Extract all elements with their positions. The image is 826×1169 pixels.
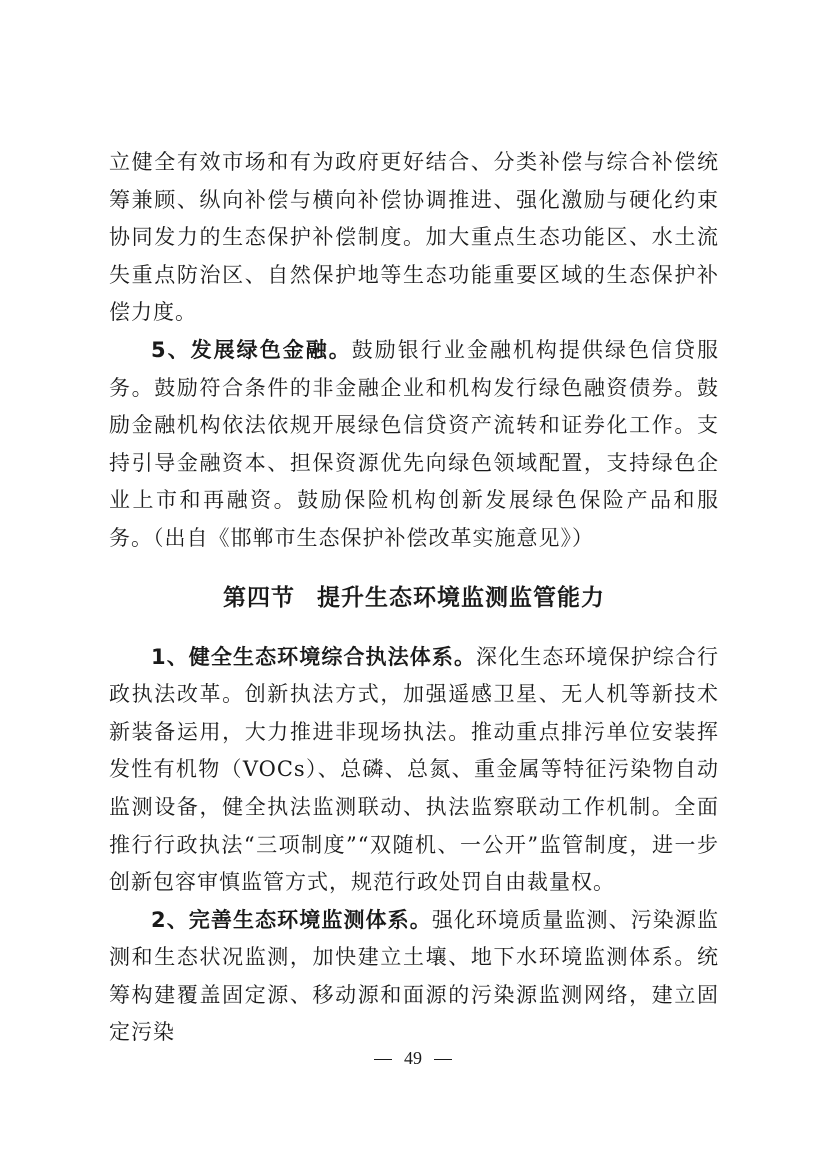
- page-body: [109, 144, 719, 1052]
- paragraph-green-finance: [109, 332, 719, 558]
- paragraph-text: 强化环境质量监测、污染源监测和生态状况监测，加快建立土壤、地下水环境监测体系。统筹构建覆盖固定源、移动源和面源的污染源监测网络，建立固定污染: [109, 907, 719, 1045]
- paragraph-lead: 1、健全生态环境综合执法体系。: [151, 644, 477, 669]
- paragraph-text: 深化生态环境保护综合行政执法改革。创新执法方式，加强遥感卫星、无人机等新技术新装备运用，大力推进非现场执法。推动重点排污单位安装挥发性有机物（VOCs）、总磷、总氮、重金属等特征污染物自动监测设备，健全执法监测联动、执法监察联动工作机制。全面推行行政执法“三项制度”“双随机、一公开”监管制度，进一步创新包容审慎监管方式，规范行政处罚自由裁量权。: [109, 644, 719, 895]
- page-number: 49: [404, 1048, 422, 1068]
- paragraph-monitoring-system: [109, 902, 719, 1052]
- page-footer: [0, 1046, 826, 1070]
- paragraph-text: 立健全有效市场和有为政府更好结合、分类补偿与综合补偿统筹兼顾、纵向补偿与横向补偿协调推进、强化激励与硬化约束协同发力的生态保护补偿制度。加大重点生态功能区、水土流失重点防治区、自然保护地等生态功能重要区域的生态保护补偿力度。: [109, 150, 719, 325]
- paragraph-lead: 5、发展绿色金融。: [151, 337, 352, 362]
- section-title: 提升生态环境监测监管能力: [317, 583, 605, 611]
- paragraph-continued: [109, 144, 719, 332]
- paragraph-enforcement-system: [109, 639, 719, 902]
- footer-dash-right: [434, 1059, 452, 1060]
- section-number: 第四节: [223, 583, 295, 611]
- paragraph-lead: 2、完善生态环境监测体系。: [151, 907, 432, 932]
- section-heading: [109, 578, 719, 618]
- paragraph-text: 鼓励银行业金融机构提供绿色信贷服务。鼓励符合条件的非金融企业和机构发行绿色融资债券。鼓励金融机构依法依规开展绿色信贷资产流转和证券化工作。支持引导金融资本、担保资源优先向绿色领域配置，支持绿色企业上市和再融资。鼓励保险机构创新发展绿色保险产品和服务。（出自《邯郸市生态保护补偿改革实施意见》）: [109, 337, 719, 550]
- footer-dash-left: [374, 1059, 392, 1060]
